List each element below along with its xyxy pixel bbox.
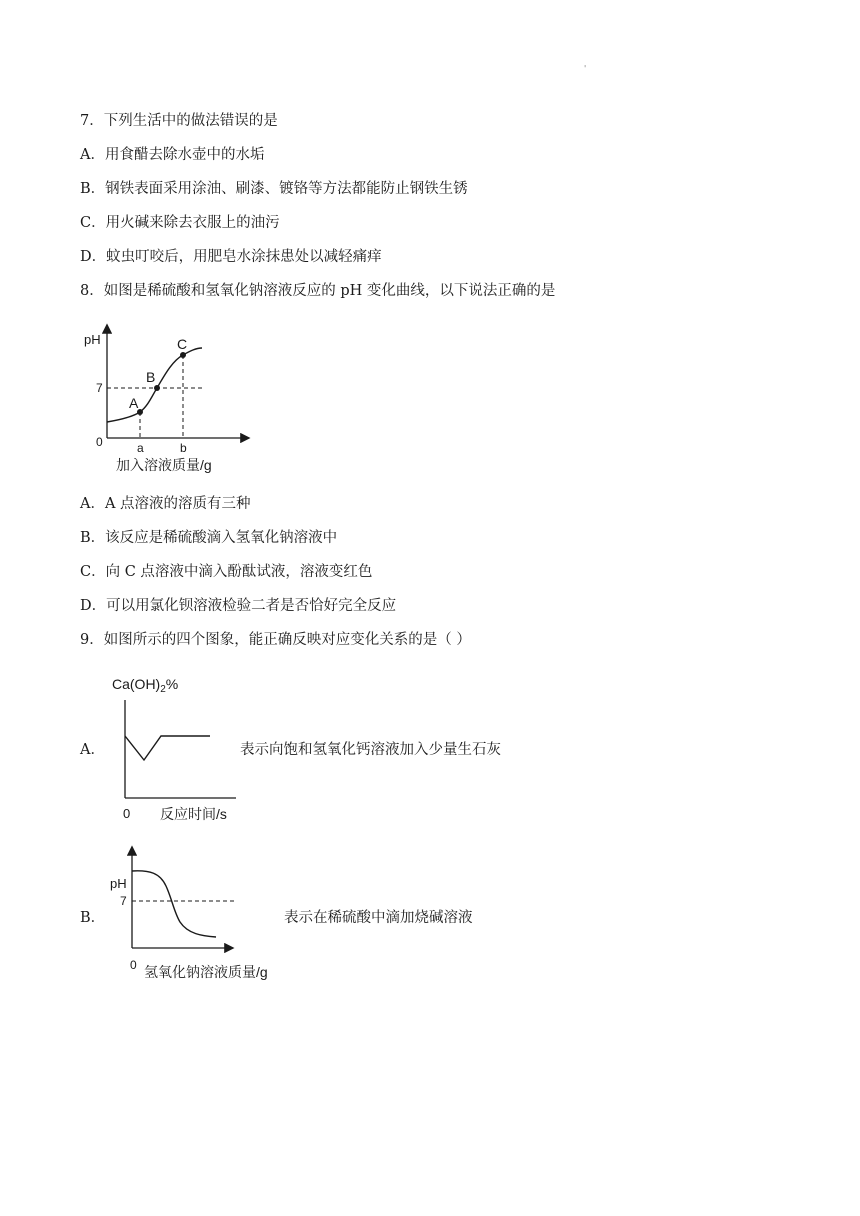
q9-option-a-letter: A．	[80, 742, 105, 758]
point-c-label: C	[177, 336, 188, 352]
x-axis-label: 加入溶液质量/g	[116, 457, 212, 473]
point-b-marker	[154, 385, 160, 391]
ph-curve	[107, 348, 202, 422]
x-axis-label: 反应时间/s	[160, 806, 227, 822]
origin-label: 0	[96, 435, 103, 449]
tick-7-label: 7	[96, 381, 103, 395]
x-axis-label: 氢氧化钠溶液质量/g	[144, 964, 268, 980]
q8-option-c: C．向 C 点溶液中滴入酚酞试液，溶液变红色	[80, 564, 373, 580]
point-c-marker	[180, 352, 186, 358]
q7-option-b: B．钢铁表面采用涂油、刷漆、镀铬等方法都能防止钢铁生锈	[80, 181, 468, 197]
q7-stem: 7．下列生活中的做法错误的是	[80, 113, 278, 129]
tick-a-label: a	[137, 441, 144, 455]
q9-option-b-caption: 表示在稀硫酸中滴加烧碱溶液	[284, 910, 473, 926]
y-axis-label: pH	[110, 876, 127, 891]
q9-option-b-figure	[104, 842, 290, 988]
q8-ph-curve-figure	[80, 318, 260, 478]
tick-7-label: 7	[120, 894, 127, 908]
ph-curve	[132, 871, 216, 937]
q8-stem: 8．如图是稀硫酸和氢氧化钠溶液反应的 pH 变化曲线，以下说法正确的是	[80, 283, 556, 299]
tick-b-label: b	[180, 441, 187, 455]
q8-option-d: D．可以用氯化钡溶液检验二者是否恰好完全反应	[80, 598, 397, 614]
point-a-label: A	[129, 395, 139, 411]
origin-label: 0	[130, 958, 137, 972]
point-b-label: B	[146, 369, 156, 385]
q7-option-a: A．用食醋去除水壶中的水垢	[80, 147, 265, 163]
y-axis-label: $Ca(OH)_2\%$	[112, 676, 179, 695]
page-mark: '	[584, 64, 587, 73]
q8-option-a: A．A 点溶液的溶质有三种	[80, 496, 251, 512]
y-axis-label: pH	[84, 332, 101, 347]
q9-stem: 9．如图所示的四个图象，能正确反映对应变化关系的是（ ）	[80, 632, 471, 648]
q9-option-a-figure	[108, 672, 248, 828]
origin-label: 0	[123, 806, 131, 821]
ca-oh2-curve	[125, 736, 210, 760]
q9-option-b-letter: B．	[80, 910, 106, 926]
q9-option-a-caption: 表示向饱和氢氧化钙溶液加入少量生石灰	[240, 742, 501, 758]
q8-option-b: B．该反应是稀硫酸滴入氢氧化钠溶液中	[80, 530, 338, 546]
q7-option-d: D．蚊虫叮咬后，用肥皂水涂抹患处以减轻痛痒	[80, 249, 382, 265]
q7-option-c: C．用火碱来除去衣服上的油污	[80, 215, 280, 231]
